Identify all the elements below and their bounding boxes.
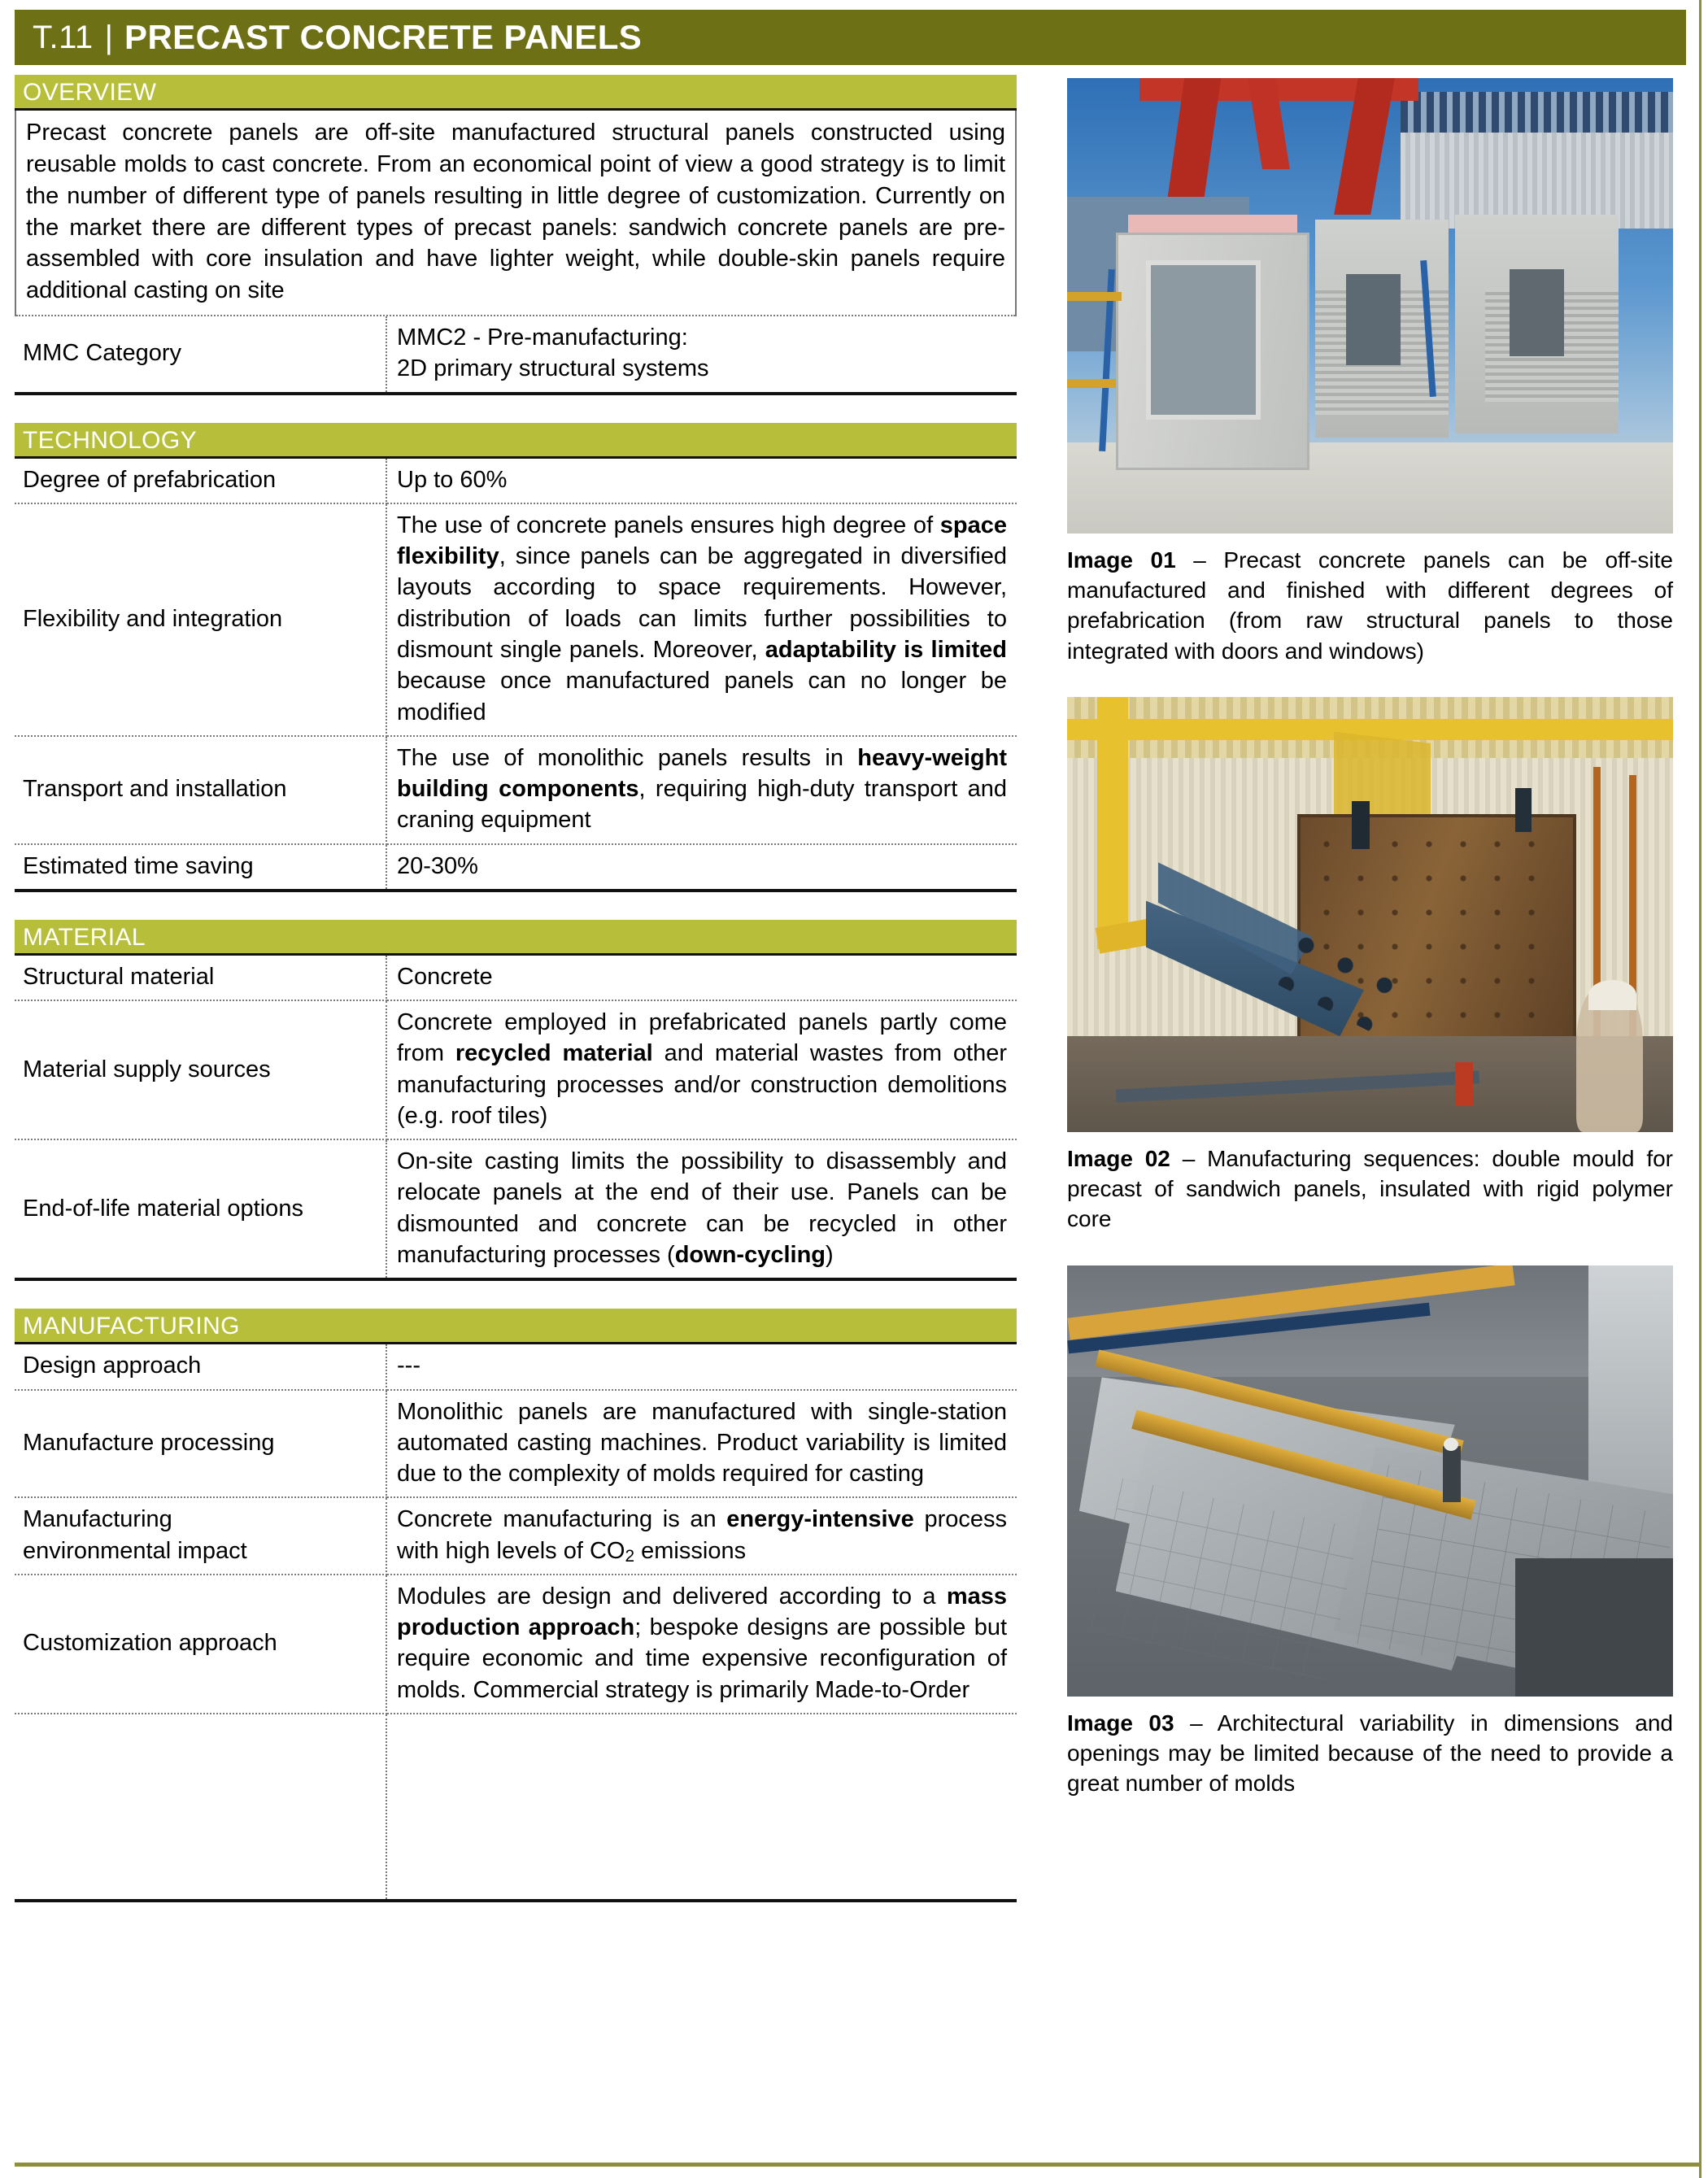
figure-03-number: Image 03 <box>1067 1710 1174 1736</box>
mmc-line-1: MMC2 - Pre-manufacturing: <box>397 325 688 351</box>
figure-02-caption-text: Manufacturing sequences: double mould for precast of sandwich panels, insulated with rigid polymer core <box>1067 1145 1673 1232</box>
table-row <box>15 459 1017 503</box>
row-value: Up to 60% <box>386 459 1017 503</box>
row-value: 20-30% <box>386 844 1017 891</box>
overview-table <box>15 316 1017 395</box>
figure-02 <box>1067 697 1673 1235</box>
table-row <box>15 1344 1017 1389</box>
row-value: Concrete employed in prefabricated panels partly come from recycled material and material wastes from other manufacturing processes and/or construction demolitions (e.g. roof tiles) <box>386 1000 1017 1139</box>
table-row-spacer <box>15 1714 1017 1901</box>
table-row <box>15 1575 1017 1714</box>
table-row <box>15 1497 1017 1575</box>
figure-03-image <box>1067 1265 1673 1697</box>
row-label: Estimated time saving <box>15 844 386 891</box>
overview-body: Precast concrete panels are off-site manufactured structural panels constructed using reusable molds to cast concrete. From an economical point of view a good strategy is to limit the number of different type of panels resulting in little degree of customization. Currently on the market there are different types of precast panels: sandwich concrete panels are pre-assembled with core insulation and have lighter weight, while double-skin panels require additional casting on site <box>16 111 1015 316</box>
section-spacer <box>15 892 1017 920</box>
section-header-technology: TECHNOLOGY <box>15 423 1017 459</box>
table-row <box>15 1000 1017 1139</box>
technology-table <box>15 459 1017 892</box>
row-label: Flexibility and integration <box>15 503 386 736</box>
row-value: Concrete <box>386 956 1017 1000</box>
page-right-rule <box>1699 0 1701 2178</box>
row-value: On-site casting limits the possibility to disassembly and relocate panels at the end of their use. Panels can be dismounted and concrete can be recycled in other manufacturing processes (down-cycling) <box>386 1139 1017 1279</box>
row-value <box>386 316 1017 394</box>
row-value: Monolithic panels are manufactured with single-station automated casting machines. Product variability is limited due to the complexity of molds required for casting <box>386 1390 1017 1498</box>
row-value-empty <box>386 1714 1017 1901</box>
figure-02-caption <box>1067 1143 1673 1235</box>
page-title: PRECAST CONCRETE PANELS <box>124 18 643 56</box>
figure-02-dash: – <box>1182 1145 1196 1171</box>
section-header-material: MATERIAL <box>15 920 1017 956</box>
section-spacer <box>15 395 1017 423</box>
figure-01-caption <box>1067 545 1673 666</box>
figure-03-dash: – <box>1190 1710 1203 1736</box>
table-row <box>15 844 1017 891</box>
figures-column <box>1067 78 1673 1798</box>
row-value: Concrete manufacturing is an energy-intensive process with high levels of $CO_2$ emissions <box>386 1497 1017 1575</box>
row-value: The use of monolithic panels results in heavy-weight building components, requiring high-duty transport and craning equipment <box>386 736 1017 844</box>
row-value: --- <box>386 1344 1017 1389</box>
figure-01 <box>1067 78 1673 666</box>
row-label: Design approach <box>15 1344 386 1389</box>
table-row <box>15 503 1017 736</box>
table-row <box>15 956 1017 1000</box>
section-header-overview: OVERVIEW <box>15 75 1017 111</box>
table-row <box>15 736 1017 844</box>
row-label-empty <box>15 1714 386 1901</box>
section-spacer <box>15 1281 1017 1309</box>
overview-block <box>15 111 1017 316</box>
manufacturing-table <box>15 1344 1017 1902</box>
row-value: Modules are design and delivered according to a mass production approach; bespoke designs are possible but require economic and time expensive reconfiguration of molds. Commercial strategy is primarily Made-to-Order <box>386 1575 1017 1714</box>
row-label: MMC Category <box>15 316 386 394</box>
table-row <box>15 316 1017 394</box>
row-label: Manufacturing environmental impact <box>15 1497 386 1575</box>
row-label: Transport and installation <box>15 736 386 844</box>
page-title-bar <box>15 10 1686 65</box>
spec-tables-column <box>15 75 1017 1902</box>
row-value: The use of concrete panels ensures high degree of space flexibility, since panels can be aggregated in diversified layouts according to space requirements. However, distribution of loads can limits further possibilities to dismount single panels. Moreover, adaptability is limited because once manufactured panels can no longer be modified <box>386 503 1017 736</box>
figure-02-image <box>1067 697 1673 1132</box>
figure-02-number: Image 02 <box>1067 1145 1170 1171</box>
mmc-line-2: 2D primary structural systems <box>397 355 709 382</box>
row-label: Structural material <box>15 956 386 1000</box>
figure-03-caption <box>1067 1708 1673 1799</box>
page-bottom-rule <box>15 2163 1701 2167</box>
page-title-separator: | <box>104 19 114 55</box>
row-label: Customization approach <box>15 1575 386 1714</box>
figure-01-caption-text: Precast concrete panels can be off-site manufactured and finished with different degrees of prefabrication (from raw structural panels to those integrated with doors and windows) <box>1067 547 1673 664</box>
material-table <box>15 956 1017 1281</box>
figure-01-image <box>1067 78 1673 534</box>
row-label: End-of-life material options <box>15 1139 386 1279</box>
table-row <box>15 1390 1017 1498</box>
page-title-code: T.11 <box>33 19 94 55</box>
figure-03-caption-text: Architectural variability in dimensions and openings may be limited because of the need to provide a great number of molds <box>1067 1710 1674 1797</box>
section-header-manufacturing: MANUFACTURING <box>15 1309 1017 1344</box>
table-row <box>15 1139 1017 1279</box>
figure-01-number: Image 01 <box>1067 547 1176 573</box>
figure-03 <box>1067 1265 1673 1799</box>
row-label: Degree of prefabrication <box>15 459 386 503</box>
row-label: Material supply sources <box>15 1000 386 1139</box>
row-label: Manufacture processing <box>15 1390 386 1498</box>
figure-01-dash: – <box>1193 547 1206 573</box>
